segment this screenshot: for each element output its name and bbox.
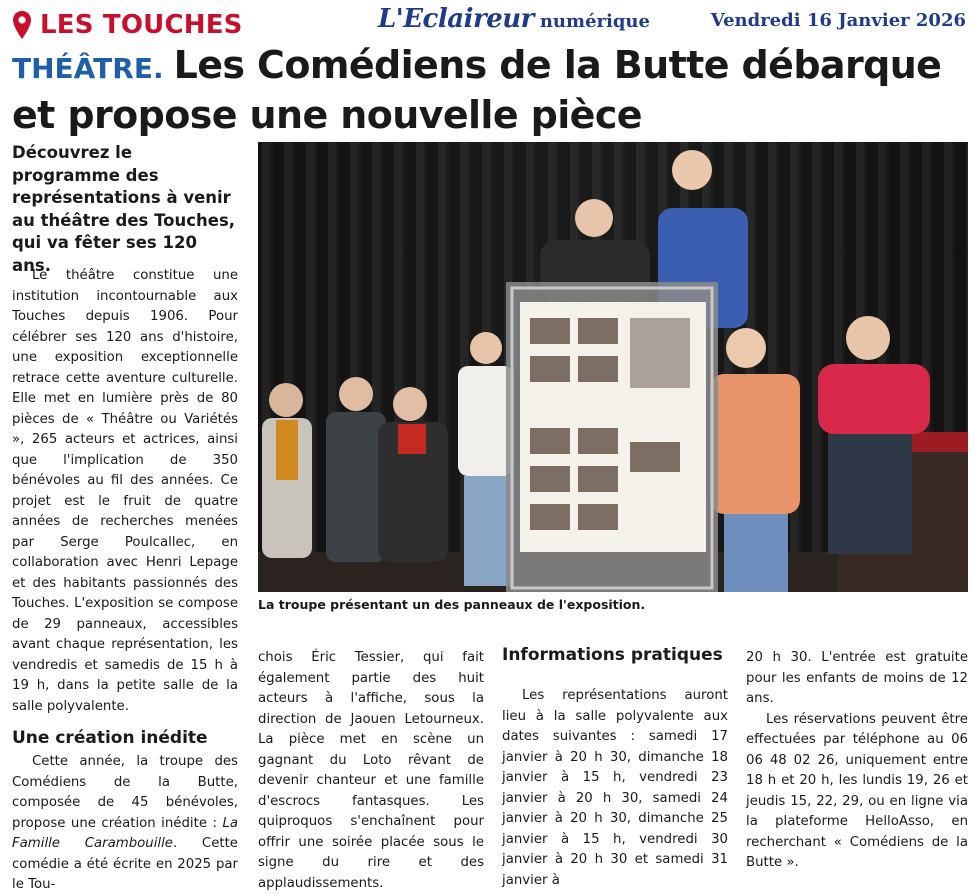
body-column-3	[502, 686, 728, 891]
publication-subtitle: numérique	[539, 11, 650, 32]
map-pin-icon	[12, 10, 32, 40]
rubric-label: THÉÂTRE.	[12, 52, 164, 85]
paragraph-intro: Le théâtre constitue une institution incontournable aux Touches depuis 1906. Pour célébrer ses 120 ans d'histoire, une exposition exceptionnelle retrace cette aventure culturelle. Elle met en lumière près de 80 pièces de « Théâtre ou Variétés », 265 acteurs et actrices, ainsi que l'implication de 350 bénévoles au fil des années. Ce projet est le fruit de quatre années de recherches menées par Serge Poulcallec, en collaboration avec Henri Lepage et des habitants passionnés des Touches. L'exposition se compose de 29 panneaux, accessibles avant chaque représentation, les vendredis et samedis de 15 h à 19 h, dans la petite salle de la salle polyvalente.	[12, 268, 238, 714]
body-column-4	[746, 648, 968, 874]
play-title: La Famille Carambouille	[12, 815, 238, 851]
body-column-2	[258, 648, 484, 894]
subheading-creation: Une création inédite	[12, 728, 208, 748]
paragraph-reservations: Les réservations peuvent être effectuées par téléphone au 06 06 48 02 26, uniquement entre 18 h et 20 h, les lundis 19, 26 et jeudis 15, 22, 29, ou en ligne via la plateforme HelloAsso, en recherchant « Comédiens de la Butte ».	[746, 711, 968, 870]
publication-date: Vendredi 16 Janvier 2026	[710, 10, 966, 31]
body-column-1	[12, 266, 238, 717]
location-name: LES TOUCHES	[40, 10, 243, 40]
troupe-photo-illustration	[258, 142, 968, 592]
publication-masthead	[378, 4, 650, 34]
paragraph-dates-end: 20 h 30. L'entrée est gratuite pour les enfants de moins de 12 ans.	[746, 650, 968, 706]
article-title: Les Comédiens de la Butte débarque et propose une nouvelle pièce	[12, 43, 942, 137]
paragraph-creation-start: Cette année, la troupe des Comédiens de la Butte, composée de 45 bénévoles, propose une création inédite : La Famille Carambouille. Cette comédie a été écrite en 2025 par le Tou-	[12, 754, 238, 892]
subheading-practical-info: Informations pratiques	[502, 645, 723, 665]
photo-caption: La troupe présentant un des panneaux de l'exposition.	[258, 597, 646, 612]
body-column-1-end	[12, 752, 238, 896]
article-headline	[12, 42, 972, 138]
location-header	[12, 6, 243, 44]
paragraph-dates: Les représentations auront lieu à la salle polyvalente aux dates suivantes : samedi 17 janvier à 20 h 30, dimanche 18 janvier à 15 h, vendredi 23 janvier à 20 h 30, samedi 24 janvier à 20 h 30, dimanche 25 janvier à 15 h, vendredi 30 janvier à 20 h 30 et samedi 31 janvier à	[502, 688, 728, 888]
publication-name: L'Eclaireur	[378, 4, 534, 34]
paragraph-creation-continued: chois Éric Tessier, qui fait également partie des huit acteurs à l'affiche, sous la direction de Jaouen Letourneux. La pièce met en scène un gagnant du Loto rêvant de devenir chanteur et une famille d'escrocs fantasques. Les quiproquos s'enchaînent pour offrir une soirée placée sous le signe du rire et des applaudissements.	[258, 650, 484, 891]
article-photo	[258, 142, 968, 592]
article-lead: Découvrez le programme des représentations à venir au théâtre des Touches, qui va fêter ses 120 ans.	[12, 143, 236, 275]
